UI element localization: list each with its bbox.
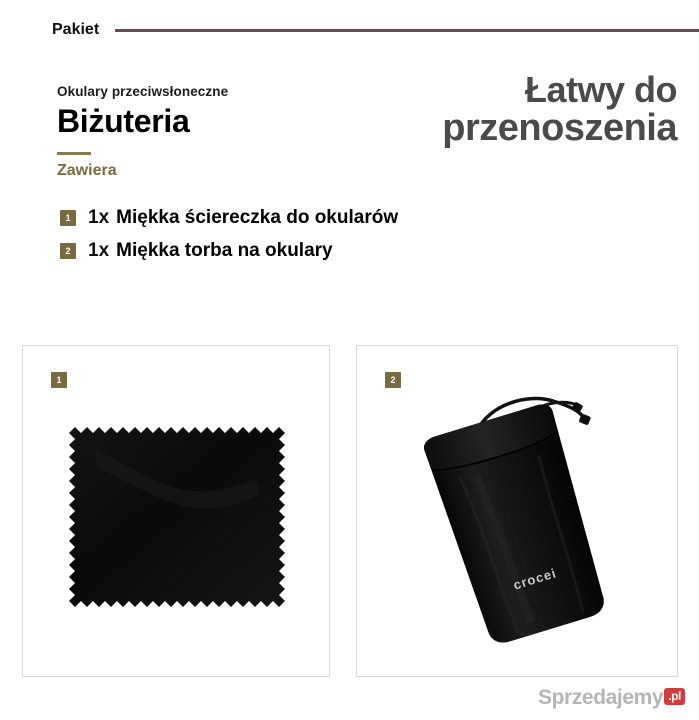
page-title: Pakiet — [52, 21, 100, 38]
pouch-brand-label: crocei — [511, 565, 559, 593]
product-photo-panel-cloth — [22, 345, 330, 677]
item-label-1: Miękka ściereczka do okularów — [116, 207, 399, 228]
microfiber-cleaning-cloth-photo — [65, 419, 290, 619]
headline-line-2: przenoszenia — [442, 106, 677, 149]
list-item — [60, 207, 630, 229]
item-quantity-2: 1x — [88, 240, 110, 261]
intro-divider — [57, 152, 91, 155]
watermark-suffix: .pl — [664, 688, 685, 705]
header-divider — [115, 29, 699, 32]
pouch-illustration — [377, 371, 657, 656]
intro-title: Biżuteria — [57, 103, 190, 139]
watermark-text: Sprzedajemy — [538, 686, 664, 709]
panel-badge-1: 1 — [51, 372, 67, 388]
headline — [367, 69, 677, 149]
item-quantity-1: 1x — [88, 207, 110, 228]
item-label-2: Miękka torba na okulary — [116, 240, 333, 261]
page-header — [0, 18, 699, 42]
watermark — [538, 686, 685, 710]
soft-glasses-pouch-photo — [377, 371, 657, 656]
panel-badge-2: 2 — [385, 372, 401, 388]
package-contents-list — [60, 207, 630, 273]
intro-eyebrow: Okulary przeciwsłoneczne — [57, 84, 229, 99]
product-photo-panel-pouch — [356, 345, 678, 677]
list-item — [60, 240, 630, 262]
item-badge-1: 1 — [60, 210, 76, 226]
intro-subtitle: Zawiera — [57, 162, 117, 179]
item-badge-2: 2 — [60, 243, 76, 259]
headline-line-1: Łatwy do — [524, 69, 677, 110]
cloth-illustration — [65, 419, 290, 619]
